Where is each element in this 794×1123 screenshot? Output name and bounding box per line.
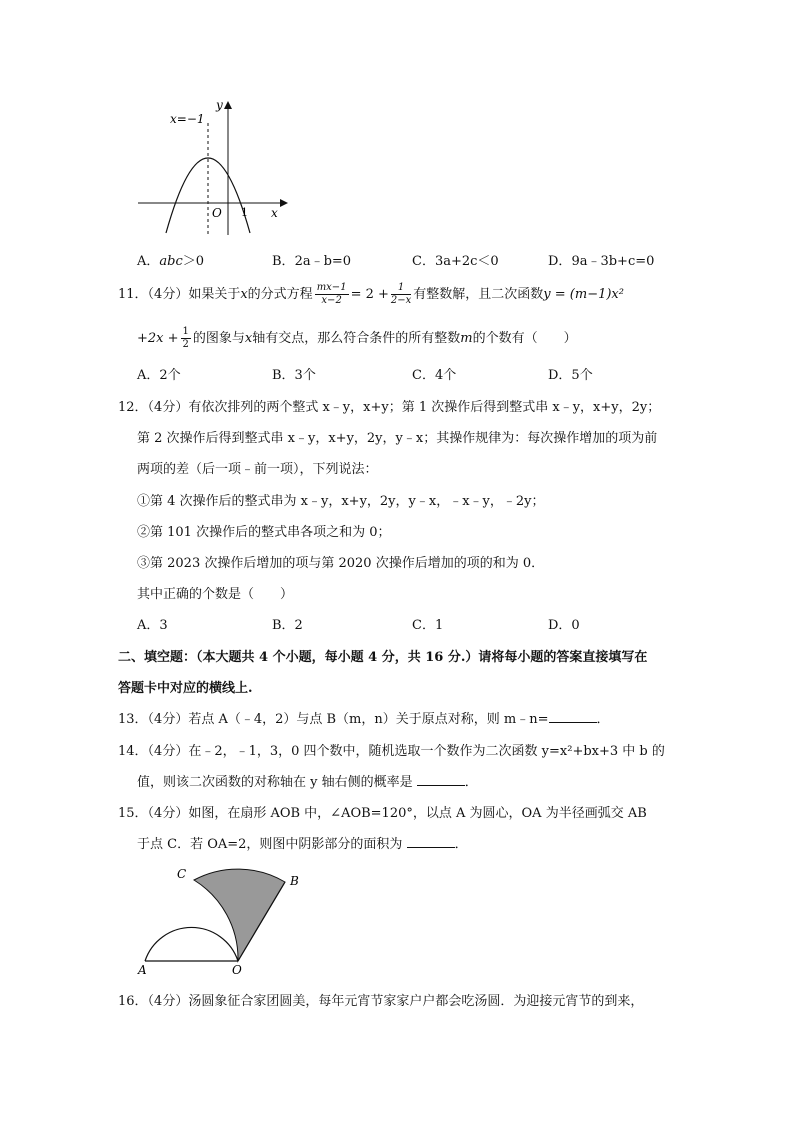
q11-fraction-1 bbox=[315, 282, 349, 307]
q12-line1: 12．（4分）有依次排列的两个整式 x﹣y，x+y；第 1 次操作后得到整式串 x﹣y，x+y，2y； bbox=[118, 400, 661, 415]
q10-option-a-rest: ＞0 bbox=[182, 254, 205, 269]
section2-heading-line2: 答题卡中对应的横线上. bbox=[118, 681, 253, 696]
point-a-label: A bbox=[138, 963, 147, 977]
q10-option-d-prefix: D． bbox=[548, 254, 572, 269]
q10-option-c-prefix: C． bbox=[412, 254, 435, 269]
q13-text: 13．（4分）若点 A（﹣4，2）与点 B（m，n）关于原点对称，则 m﹣n= bbox=[118, 712, 549, 727]
y-axis-label: y bbox=[216, 98, 223, 112]
q15-line2 bbox=[137, 833, 468, 852]
q14-text: 值，则该二次函数的对称轴在 y 轴右侧的概率是 bbox=[137, 775, 417, 790]
q10-option-b bbox=[272, 250, 351, 269]
q11-number: 11． bbox=[118, 287, 148, 302]
q11-option-d: D．5个 bbox=[548, 368, 593, 383]
q11-option-a: A．2个 bbox=[137, 368, 181, 383]
q11-fraction-3 bbox=[181, 326, 191, 351]
tick-label-1: 1 bbox=[241, 206, 248, 219]
section2-heading-line1: 二、填空题：（本大题共 4 个小题，每小题 4 分，共 16 分.）请将每小题的答案直接填写在 bbox=[118, 650, 648, 665]
q15-text: 于点 C．若 OA=2，则图中阴影部分的面积为 bbox=[137, 837, 407, 852]
q11-option-c: C．4个 bbox=[412, 368, 457, 383]
q11-var-x: x bbox=[240, 287, 248, 302]
q10-option-d-expr: 9a﹣3b+c=0 bbox=[571, 254, 655, 269]
q11-line2-d: 的个数有（ ） bbox=[472, 331, 577, 346]
q14-end: ． bbox=[464, 775, 478, 790]
q15-end: ． bbox=[454, 837, 468, 852]
q11-text-a: （4分）如果关于 bbox=[147, 287, 241, 302]
q11-frac3-den: 2 bbox=[182, 339, 189, 350]
shaded-region bbox=[194, 869, 285, 961]
q14-line2 bbox=[137, 771, 478, 790]
q12-option-b: B．2 bbox=[272, 618, 303, 633]
x-axis-label: x bbox=[271, 206, 278, 220]
q13-line bbox=[118, 708, 610, 727]
q11-eq-mid: = 2 + bbox=[350, 287, 389, 302]
q11-frac1-den: x−2 bbox=[321, 295, 342, 306]
q11-var-m: m bbox=[460, 331, 473, 346]
q11-text-b: 的分式方程 bbox=[247, 287, 313, 302]
q11-fraction-2 bbox=[391, 282, 411, 307]
point-c-label: C bbox=[177, 867, 187, 881]
q11-line1 bbox=[118, 282, 624, 307]
q14-line1: 14．（4分）在﹣2，﹣1，3，0 四个数中，随机选取一个数作为二次函数 y=x²+bx+3 中 b 的 bbox=[118, 744, 665, 759]
parabola-figure bbox=[130, 95, 290, 235]
point-o-label: O bbox=[232, 963, 242, 977]
q12-item1: ①第 4 次操作后的整式串为 x﹣y，x+y，2y，y﹣x，﹣x﹣y，﹣2y； bbox=[137, 494, 545, 509]
q12-option-a: A．3 bbox=[137, 618, 168, 633]
point-b-label: B bbox=[290, 874, 299, 888]
q10-option-c bbox=[412, 250, 499, 269]
q10-option-c-expr: 3a+2c＜0 bbox=[434, 254, 499, 269]
q10-option-b-expr: 2a﹣b=0 bbox=[294, 254, 352, 269]
q11-line2 bbox=[137, 326, 577, 351]
q12-option-c: C．1 bbox=[412, 618, 444, 633]
q12-item2: ②第 101 次操作后的整式串各项之和为 0； bbox=[137, 525, 391, 540]
q15-answer-blank[interactable] bbox=[407, 837, 455, 848]
q14-answer-blank[interactable] bbox=[417, 775, 465, 786]
y-axis-arrow bbox=[224, 101, 232, 109]
q10-option-a-prefix: A． bbox=[137, 254, 160, 269]
q10-option-b-prefix: B． bbox=[272, 254, 295, 269]
x-axis-arrow bbox=[280, 199, 288, 207]
q12-option-d: D．0 bbox=[548, 618, 580, 633]
q12-question: 其中正确的个数是（ ） bbox=[137, 587, 294, 602]
q11-line2-c: 轴有交点，那么符合条件的所有整数 bbox=[252, 331, 461, 346]
q11-line2-var-x: x bbox=[244, 331, 253, 346]
q11-frac2-num: 1 bbox=[391, 282, 411, 295]
q12-line2: 第 2 次操作后得到整式串 x﹣y，x+y，2y，y﹣x；其操作规律为：每次操作增加的项为前 bbox=[137, 431, 658, 446]
q10-option-a bbox=[137, 250, 204, 269]
q11-line2-b: 的图象与 bbox=[192, 331, 245, 346]
q11-function: y = (m−1)x² bbox=[543, 287, 624, 302]
q11-text-c: 有整数解，且二次函数 bbox=[413, 287, 544, 302]
q13-answer-blank[interactable] bbox=[549, 712, 597, 723]
sector-figure bbox=[135, 862, 310, 977]
q13-end: ． bbox=[596, 712, 610, 727]
q11-frac2-den: 2−x bbox=[390, 295, 412, 306]
q12-line3: 两项的差（后一项﹣前一项），下列说法： bbox=[137, 462, 378, 477]
q10-option-a-expr: abc bbox=[159, 254, 183, 269]
q11-frac1-num: mx−1 bbox=[316, 282, 347, 293]
q11-line2-a: +2x + bbox=[137, 331, 179, 346]
q12-item3: ③第 2023 次操作后增加的项与第 2020 次操作后增加的项的和为 0． bbox=[137, 556, 545, 571]
q11-frac3-num: 1 bbox=[182, 326, 189, 337]
semicircle-arc bbox=[145, 927, 238, 961]
q15-line1: 15．（4分）如图，在扇形 AOB 中，∠AOB=120°，以点 A 为圆心，OA 为半径画弧交 AB bbox=[118, 806, 647, 821]
q11-option-b: B．3个 bbox=[272, 368, 316, 383]
q10-option-d bbox=[548, 250, 654, 269]
axis-line-label: x=−1 bbox=[170, 112, 205, 126]
q16-line1: 16．（4分）汤圆象征合家团圆美，每年元宵节家家户户都会吃汤圆．为迎接元宵节的到来， bbox=[118, 994, 644, 1009]
origin-label: O bbox=[212, 206, 222, 220]
